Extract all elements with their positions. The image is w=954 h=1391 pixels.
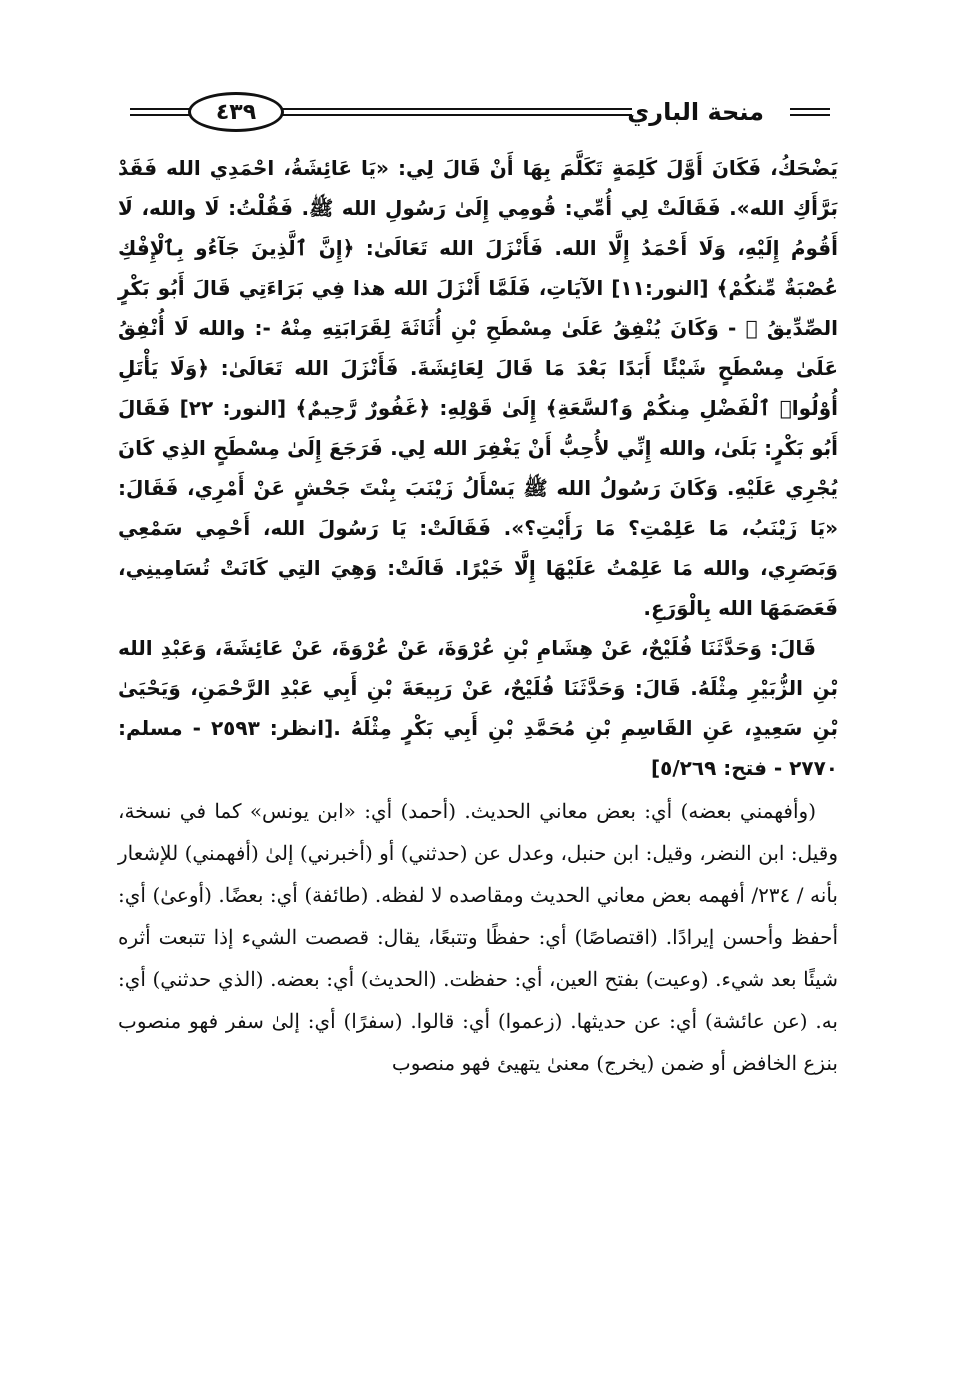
- hadith-paragraph-1: يَضْحَكُ، فَكَانَ أَوَّلَ كَلِمَةٍ تَكَلَّمَ بِهَا أَنْ قَالَ لِي: «يَا عَائِشَةُ، احْمَدِي الله فَقَدْ بَرَّأَكِ الله». فَقَالَتْ لِي أُمِّي: قُومِي إِلَىٰ رَسُولِ الله ﷺ. فَقُلْتُ: لَا والله، لَا أَقُومُ إِلَيْهِ، وَلَا أَحْمَدُ إِلَّا الله. فَأَنْزَلَ الله تَعَالَىٰ: ﴿إِنَّ ٱلَّذِينَ جَآءُو بِٱلْإِفْكِ عُصْبَةٌ مِّنكُمْ﴾ [النور:١١] الآيَاتِ، فَلَمَّا أَنْزَلَ الله هذا فِي بَرَاءَتِي قَالَ أَبُو بَكْرٍ الصِّدِّيقُ ﷺ - وَكَانَ يُنْفِقُ عَلَىٰ مِسْطَحِ بْنِ أُثَاثَةَ لِقَرَابَتِهِ مِنْهُ -: والله لَا أُنْفِقُ عَلَىٰ مِسْطَحٍ شَيْئًا أَبَدًا بَعْدَ مَا قَالَ لِعَائِشَةَ. فَأَنْزَلَ الله تَعَالَىٰ: ﴿وَلَا يَأْتَلِ أُوْلُوا۟ ٱلْفَضْلِ مِنكُمْ وَٱلسَّعَةِ﴾ إِلَىٰ قَوْلِهِ: ﴿غَفُورٌ رَّحِيمٌ﴾ [النور: ٢٢] فَقَالَ أَبُو بَكْرٍ: بَلَىٰ، والله إِنِّي لأُحِبُّ أَنْ يَغْفِرَ الله لِي. فَرَجَعَ إِلَىٰ مِسْطَحٍ الذِي كَانَ يُجْرِي عَلَيْهِ. وَكَانَ رَسُولُ الله ﷺ يَسْأَلُ زَيْنَبَ بِنْتَ جَحْشٍ عَنْ أَمْرِي، فَقَالَ: «يَا زَيْنَبُ، مَا عَلِمْتِ؟ مَا رَأَيْتِ؟». فَقَالَتْ: يَا رَسُولَ الله، أَحْمِي سَمْعِي وَبَصَرِي، والله مَا عَلِمْتُ عَلَيْهَا إِلَّا خَيْرًا. قَالَتْ: وَهِيَ التِي كَانَتْ تُسَامِينِي، فَعَصَمَهَا الله بِالْوَرَعِ.: [118, 156, 839, 620]
- header-rule-right-top: [790, 108, 830, 110]
- running-title: منحة الباري: [627, 98, 764, 126]
- header-rule-left-top: [130, 108, 190, 110]
- hadith-text: [118, 148, 838, 788]
- page-header: [130, 88, 830, 138]
- commentary: [118, 790, 838, 1084]
- page-number-badge: [188, 92, 284, 132]
- header-rule-middle-top: [282, 108, 632, 110]
- header-rule-left-bottom: [130, 114, 190, 116]
- commentary-paragraph: (وأفهمني بعضه) أي: بعض معاني الحديث. (أحمد) أي: «ابن يونس» كما في نسخة، وقيل: ابن النضر، وقيل: ابن حنبل، وعدل عن (حدثني) أو (أخبرني) إلىٰ (أفهمني) للإشعار بأنه / ٢٣٤/ أفهمه بعض معاني الحديث ومقاصده لا لفظه. (طائفة) أي: بعضًا. (أوعىٰ) أي: أحفظ وأحسن إيرادًا. (اقتصاصًا) أي: حفظًا وتتبعًا، يقال: قصصت الشيء إذا تتبعت أثره شيئًا بعد شيء. (وعيت) بفتح العين، أي: حفظت. (الحديث) أي: بعضه. (الذي حدثني) أي: به. (عن عائشة) أي: عن حديثها. (زعموا) أي: قالوا. (سفرًا) أي: إلىٰ سفر فهو منصوب بنزع الخافض أو ضمن (يخرج) معنىٰ يتهيئ فهو منصوب: [118, 799, 838, 1075]
- page-body: [118, 148, 838, 1084]
- page-number: ٤٣٩: [215, 99, 257, 125]
- hadith-paragraph-2: قَالَ: وَحَدَّثَنَا فُلَيْحٌ، عَنْ هِشَامِ بْنِ عُرْوَةَ، عَنْ عُرْوَةَ، عَنْ عَائِشَةَ، وَعَبْدِ الله بْنِ الزُّبَيْرِ مِثْلَهُ. قَالَ: وَحَدَّثَنَا فُلَيْحٌ، عَنْ رَبِيعَةَ بْنِ أَبِي عَبْدِ الرَّحْمَنِ، وَيَحْيَىٰ بْنِ سَعِيدٍ، عَنِ القَاسِمِ بْنِ مُحَمَّدِ بْنِ أَبِي بَكْرٍ مِثْلَهُ .[انظر: ٢٥٩٣ - مسلم: ٢٧٧٠ - فتح: ٥/٢٦٩]: [118, 636, 838, 780]
- header-rule-right-bottom: [790, 114, 830, 116]
- header-rule-middle-bottom: [282, 114, 632, 116]
